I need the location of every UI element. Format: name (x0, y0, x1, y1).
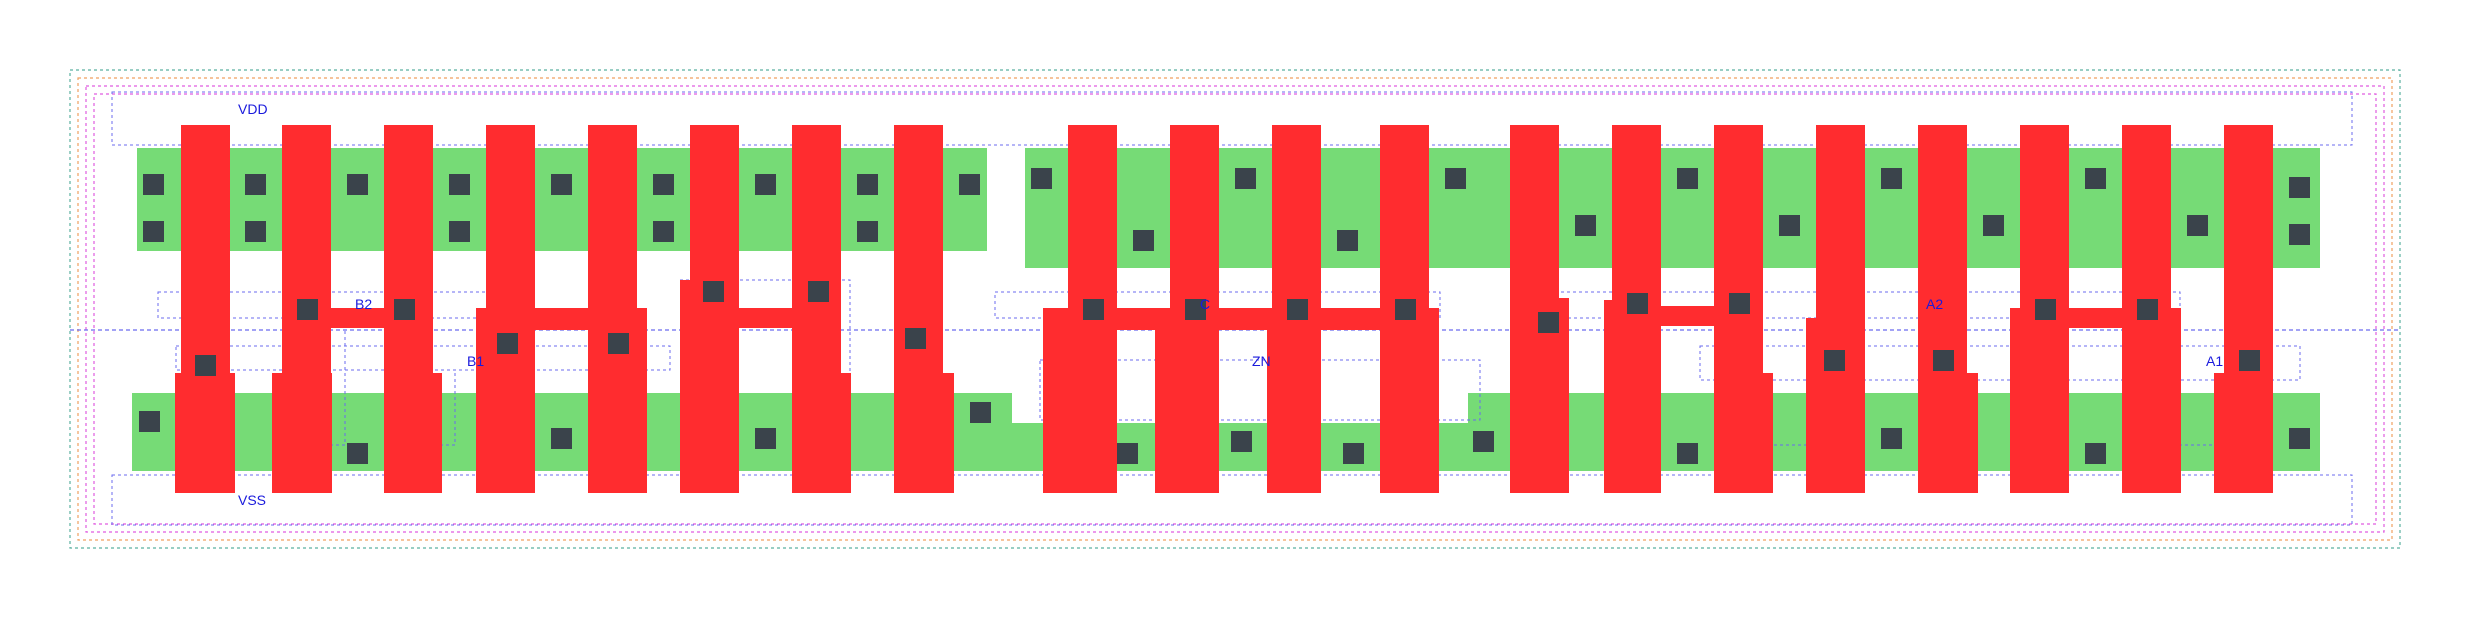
poly-gate-12 (1380, 125, 1429, 308)
contact (1881, 168, 1902, 189)
contact (959, 174, 980, 195)
pin-label-vss: VSS (238, 492, 267, 508)
contact (245, 174, 266, 195)
contact (1235, 168, 1256, 189)
contact (1231, 431, 1252, 452)
poly-gate-17-foot (1918, 373, 1978, 493)
poly-gate-7 (792, 125, 841, 373)
poly-gate-11-foot (1267, 308, 1321, 493)
poly-gate-18-foot (2010, 308, 2069, 493)
poly-gate-3 (384, 125, 433, 373)
contact (2289, 428, 2310, 449)
pin-label-a2: A2 (1926, 296, 1944, 312)
poly-gate-1-foot (175, 373, 235, 493)
contact (1287, 299, 1308, 320)
contact (1538, 312, 1559, 333)
contact (1473, 431, 1494, 452)
contact (1031, 168, 1052, 189)
poly-gate-17 (1918, 125, 1967, 373)
contact (449, 174, 470, 195)
poly-gate-19-foot (2122, 308, 2181, 493)
poly-gate-2-foot (272, 373, 332, 493)
contact (1083, 299, 1104, 320)
contact (143, 174, 164, 195)
contact (905, 328, 926, 349)
contact (347, 443, 368, 464)
vdd-rail (112, 92, 2352, 145)
contact (449, 221, 470, 242)
contact (1575, 215, 1596, 236)
contact (1881, 428, 1902, 449)
contact (1983, 215, 2004, 236)
contact (1343, 443, 1364, 464)
contact (857, 174, 878, 195)
contact (857, 221, 878, 242)
contact (551, 428, 572, 449)
pin-label-c: C (1200, 296, 1211, 312)
poly-gate-2 (282, 125, 331, 373)
contact (143, 221, 164, 242)
contact (1824, 350, 1845, 371)
poly-gate-15 (1714, 125, 1763, 373)
contact (1627, 293, 1648, 314)
poly-gate-9-foot (1043, 308, 1117, 493)
poly-gate-14-foot (1604, 300, 1661, 493)
contact (703, 281, 724, 302)
contact (755, 428, 776, 449)
contact (245, 221, 266, 242)
poly-gate-12-foot (1380, 308, 1439, 493)
contact (2035, 299, 2056, 320)
contact (2085, 443, 2106, 464)
contact (394, 299, 415, 320)
poly-gate-15-foot (1714, 373, 1773, 493)
poly-strap-b1 (476, 308, 647, 330)
contact (497, 333, 518, 354)
contact (139, 411, 160, 432)
poly-gate-8-foot (894, 373, 954, 493)
poly-gate-10-foot (1155, 308, 1219, 493)
contact (653, 174, 674, 195)
contact (2137, 299, 2158, 320)
poly-gate-9 (1068, 125, 1117, 308)
pin-label-zn: ZN (1252, 353, 1271, 369)
contact (2085, 168, 2106, 189)
contact (1729, 293, 1750, 314)
contact (1779, 215, 1800, 236)
contact (653, 221, 674, 242)
contact (2289, 177, 2310, 198)
contact (1337, 230, 1358, 251)
poly-gate-16-foot (1806, 318, 1865, 493)
contact (1677, 168, 1698, 189)
poly-gate-20-foot (2214, 373, 2273, 493)
contact (297, 299, 318, 320)
contact (2289, 224, 2310, 245)
contact (1117, 443, 1138, 464)
contact (2239, 350, 2260, 371)
poly-gate-11 (1272, 125, 1321, 308)
pin-label-b2: B2 (355, 296, 373, 312)
contact (970, 402, 991, 423)
poly-gate-13 (1510, 125, 1559, 298)
pin-label-b1: B1 (467, 353, 485, 369)
poly-gate-1 (181, 125, 230, 373)
contact (808, 281, 829, 302)
contact (347, 174, 368, 195)
contact (1445, 168, 1466, 189)
contact (608, 333, 629, 354)
pin-label-a1: A1 (2206, 353, 2224, 369)
poly-gate-10 (1170, 125, 1219, 308)
contact (755, 174, 776, 195)
contact (1933, 350, 1954, 371)
poly-gate-7-foot (792, 373, 851, 493)
poly-strap-mid (680, 308, 840, 328)
contact (1395, 299, 1416, 320)
poly-gate-20 (2224, 125, 2273, 373)
contact (551, 174, 572, 195)
contact (2187, 215, 2208, 236)
contact (1133, 230, 1154, 251)
pin-label-vdd: VDD (238, 101, 268, 117)
contact (1677, 443, 1698, 464)
contact (195, 355, 216, 376)
poly-gate-3-foot (384, 373, 442, 493)
